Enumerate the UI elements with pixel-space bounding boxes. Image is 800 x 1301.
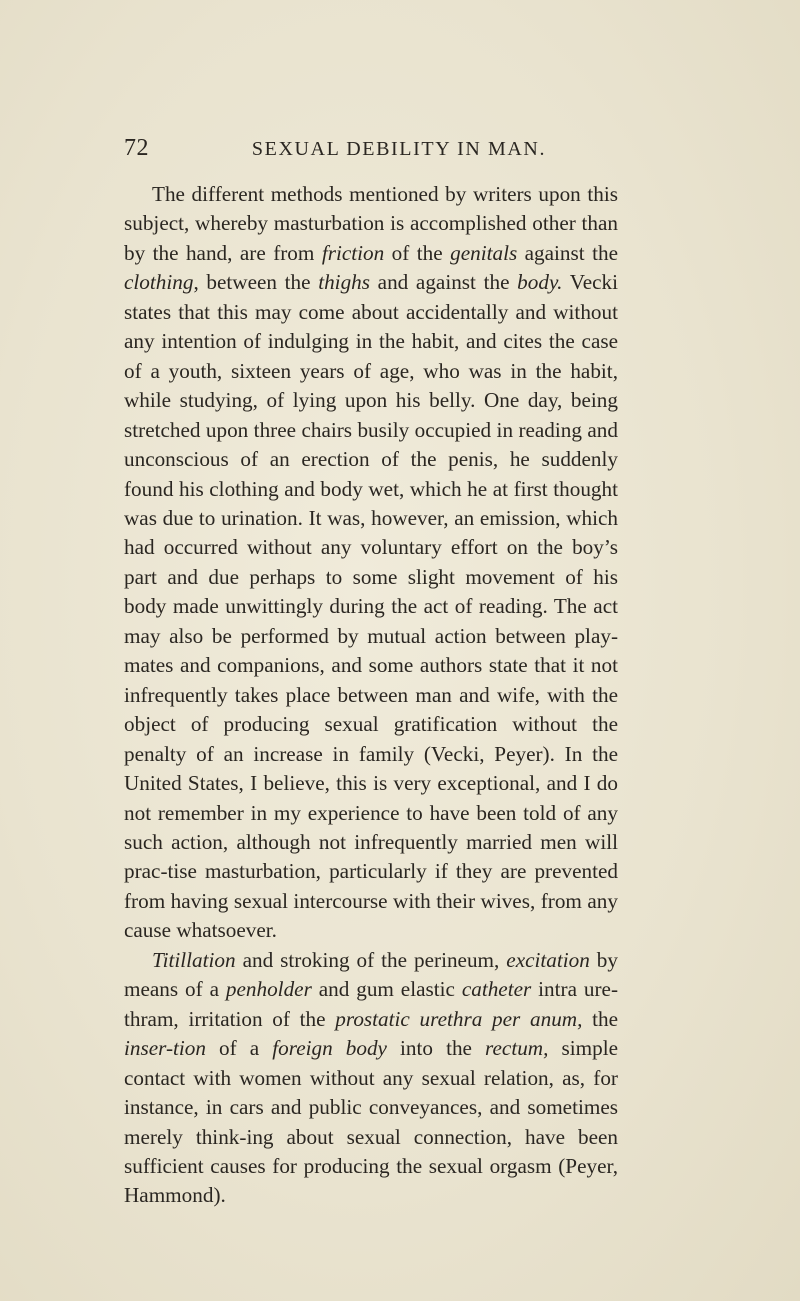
italic-text: catheter [461,977,532,1002]
page-header [124,131,618,171]
italic-text: thighs [318,270,371,295]
italic-text: Titillation [152,947,236,972]
italic-text: clothing [124,270,194,295]
text-run: The different methods mentioned by writers upon this subject, whereby masturbation is accomplished other than by the hand, are from [124,182,618,265]
italic-text: friction [321,240,385,265]
body-text [124,180,618,1211]
italic-text: penholder [225,977,312,1002]
text-run: and gum elastic [311,977,462,1002]
paragraph [124,180,618,946]
text-run: and stroking of the perineum, [235,947,507,972]
text-run: intra ure-thram, irritation of the [124,977,618,1031]
text-run: and against the [370,270,518,295]
text-run: Vecki states that this may come about accidentally and without any intention of indulging in the habit, and cites the case of a youth, sixteen years of age, who was in the habit, while studying, of lying upon his belly. One day, being stretched upon three chairs busily occupied in reading and unconscious of an erection of the penis, he suddenly found his clothing and body wet, which he at first thought was due to urination. It was, however, an emission, which had occurred without any voluntary effort on the boy’s part and due perhaps to some slight movement of his body made unwittingly during the act of reading. The act may also be performed by mutual action between play-mates and companions, and some authors state that it not infrequently takes place between man and wife, with the object of producing sexual gratification without the penalty of an increase in family (Vecki, Peyer). In the United States, I believe, this is very exceptional, and I do not remember in my experience to have been told of any such action, although not infrequently married men will prac-tise masturbation, particularly if they are prevented from having sexual intercourse with their wives, from any cause whatsoever. [124,270,618,943]
text-run: , between the [193,270,319,295]
text-run: of a [205,1036,273,1061]
text-run: into the [386,1036,486,1061]
italic-text: excitation [506,947,590,972]
running-head: SEXUAL DEBILITY IN MAN. [251,138,547,160]
text-run: of the [384,240,451,265]
italic-text: prostatic urethra per anum, [335,1006,583,1031]
italic-text: body. [517,270,563,295]
italic-text: foreign body [272,1036,387,1061]
paragraph [124,946,618,1211]
text-run: the [582,1006,618,1031]
italic-text: rectum, [485,1036,549,1061]
text-run: simple contact with women without any sexual relation, as, for instance, in cars and public conveyances, and sometimes merely think-ing about sexual connection, have been sufficient causes for producing the sexual orgasm (Peyer, Hammond). [124,1036,618,1208]
text-run: by means of a [124,947,618,1002]
italic-text: genitals [450,240,518,265]
text-run: against the [517,240,618,265]
page-number: 72 [124,135,149,161]
italic-text: inser-tion [124,1036,206,1061]
